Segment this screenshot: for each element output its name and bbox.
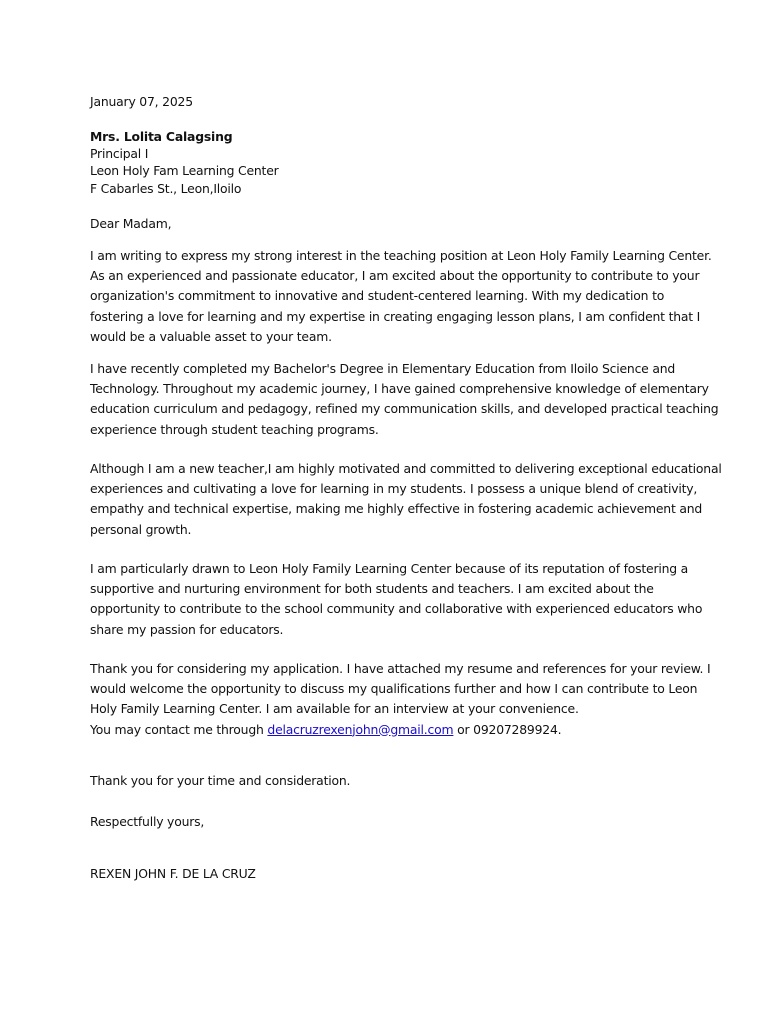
closing: Respectfully yours,	[90, 814, 205, 829]
contact-prefix: You may contact me through	[90, 721, 268, 737]
body-paragraph-5	[90, 659, 711, 740]
contact-suffix: or 09207289924.	[453, 721, 562, 737]
email-link[interactable]: delacruzrexenjohn@gmail.com	[267, 721, 454, 737]
paragraph-line: experiences and cultivating a love for learning in my students. I possess a unique blend of creativity,	[90, 481, 698, 497]
paragraph-line: organization's commitment to innovative and student-centered learning. With my dedication to	[90, 288, 665, 304]
salutation: Dear Madam,	[90, 216, 172, 231]
paragraph-line: As an experienced and passionate educator, I am excited about the opportunity to contribute to your	[90, 268, 700, 284]
paragraph-line: fostering a love for learning and my expertise in creating engaging lesson plans, I am confident that I	[90, 308, 701, 324]
paragraph-line: would welcome the opportunity to discuss my qualifications further and how I can contribute to Leon	[90, 681, 698, 697]
thanks-line: Thank you for your time and consideration.	[90, 773, 351, 788]
contact-line	[90, 720, 690, 740]
letter-date: January 07, 2025	[90, 94, 193, 109]
body-paragraph-4	[90, 559, 703, 640]
body-paragraph-1	[90, 246, 712, 347]
paragraph-line: education curriculum and pedagogy, refined my communication skills, and developed practical teaching	[90, 401, 719, 417]
paragraph-line: I have recently completed my Bachelor's Degree in Elementary Education from Iloilo Science and	[90, 361, 676, 376]
paragraph-line: I am particularly drawn to Leon Holy Family Learning Center because of its reputation of fostering a	[90, 561, 689, 576]
body-paragraph-2	[90, 359, 719, 440]
paragraph-line: Technology. Throughout my academic journey, I have gained comprehensive knowledge of elementary	[90, 381, 709, 397]
paragraph-line: personal growth.	[90, 521, 192, 537]
paragraph-line: experience through student teaching programs.	[90, 421, 379, 437]
paragraph-line: Thank you for considering my application. I have attached my resume and references for your review. I	[90, 661, 711, 676]
paragraph-line: empathy and technical expertise, making me highly effective in fostering academic achievement and	[90, 501, 703, 517]
recipient-title: Principal I	[90, 146, 149, 161]
paragraph-line: share my passion for educators.	[90, 621, 284, 637]
recipient-name: Mrs. Lolita Calagsing	[90, 129, 233, 144]
body-paragraph-3	[90, 459, 722, 540]
paragraph-line: Holy Family Learning Center. I am available for an interview at your convenience.	[90, 701, 579, 717]
paragraph-line: opportunity to contribute to the school community and collaborative with experienced educators who	[90, 601, 703, 617]
paragraph-line: Although I am a new teacher,I am highly motivated and committed to delivering exceptional educational	[90, 461, 722, 476]
recipient-address: F Cabarles St., Leon,Iloilo	[90, 181, 242, 196]
signature-name: REXEN JOHN F. DE LA CRUZ	[90, 866, 256, 881]
paragraph-line: supportive and nurturing environment for both students and teachers. I am excited about the	[90, 581, 654, 597]
recipient-organization: Leon Holy Fam Learning Center	[90, 163, 279, 178]
paragraph-line: would be a valuable asset to your team.	[90, 328, 332, 344]
paragraph-line: I am writing to express my strong interest in the teaching position at Leon Holy Family Learning Center.	[90, 248, 712, 263]
